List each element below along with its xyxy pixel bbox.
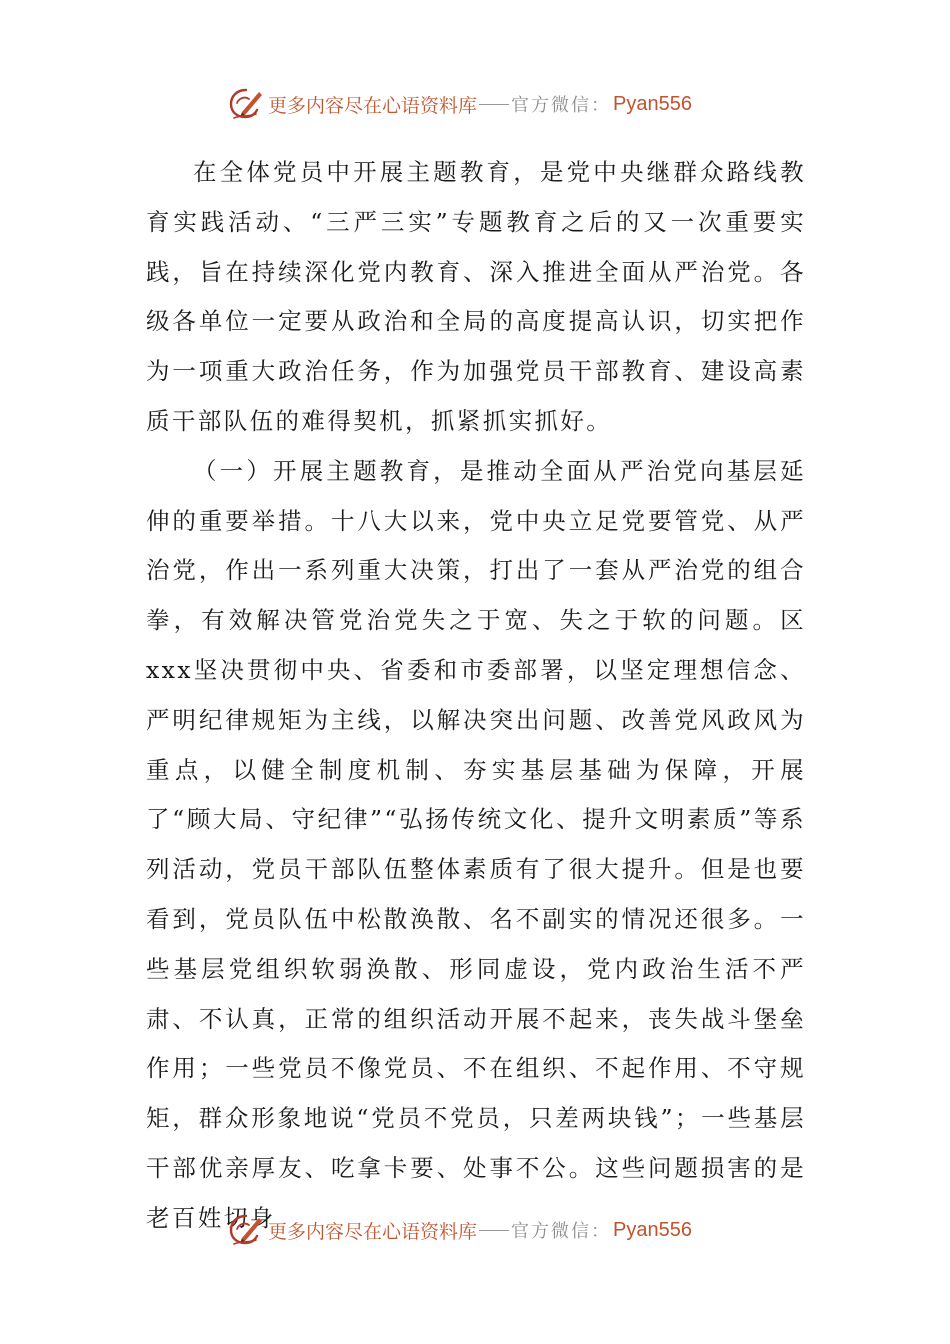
- banner-wechat-id: Pyan556: [613, 92, 692, 115]
- header-watermark-banner: [226, 82, 746, 126]
- banner-brand-text: 更多内容尽在心语资料库: [268, 94, 478, 117]
- banner-wechat-label: 官方微信：: [511, 1221, 612, 1242]
- banner-wechat-label: 官方微信：: [511, 95, 612, 116]
- pen-logo-icon: [226, 84, 266, 124]
- paragraph-intro: 在全体党员中开展主题教育，是党中央继群众路线教育实践活动、“三严三实”专题教育之后的又一次重要实践，旨在持续深化党内教育、深入推进全面从严治党。各级各单位一定要从政治和全局的高度提高认识，切实把作为一项重大政治任务，作为加强党员干部教育、建设高素质干部队伍的难得契机，抓紧抓实抓好。: [146, 158, 806, 435]
- banner-wechat-id: Pyan556: [613, 1218, 692, 1241]
- pen-logo-icon: [226, 1210, 266, 1250]
- document-body: [146, 148, 806, 1244]
- banner-dash-divider: [479, 1230, 509, 1231]
- banner-dash-divider: [479, 104, 509, 105]
- paragraph-section-1: （一）开展主题教育，是推动全面从严治党向基层延伸的重要举措。十八大以来，党中央立足党要管党、从严治党，作出一系列重大决策，打出了一套从严治党的组合拳，有效解决管党治党失之于宽、失之于软的问题。区xxx坚决贯彻中央、省委和市委部署，以坚定理想信念、严明纪律规矩为主线，以解决突出问题、改善党风政风为重点，以健全制度机制、夯实基层基础为保障，开展了“顾大局、守纪律”“弘扬传统文化、提升文明素质”等系列活动，党员干部队伍整体素质有了很大提升。但是也要看到，党员队伍中松散涣散、名不副实的情况还很多。一些基层党组织软弱涣散、形同虚设，党内政治生活不严肃、不认真，正常的组织活动开展不起来，丧失战斗堡垒作用；一些党员不像党员、不在组织、不起作用、不守规矩，群众形象地说“党员不党员，只差两块钱”；一些基层干部优亲厚友、吃拿卡要、处事不公。这些问题损害的是老百姓切身: [146, 456, 806, 1232]
- footer-watermark-banner: [226, 1208, 746, 1252]
- banner-brand-text: 更多内容尽在心语资料库: [268, 1220, 478, 1243]
